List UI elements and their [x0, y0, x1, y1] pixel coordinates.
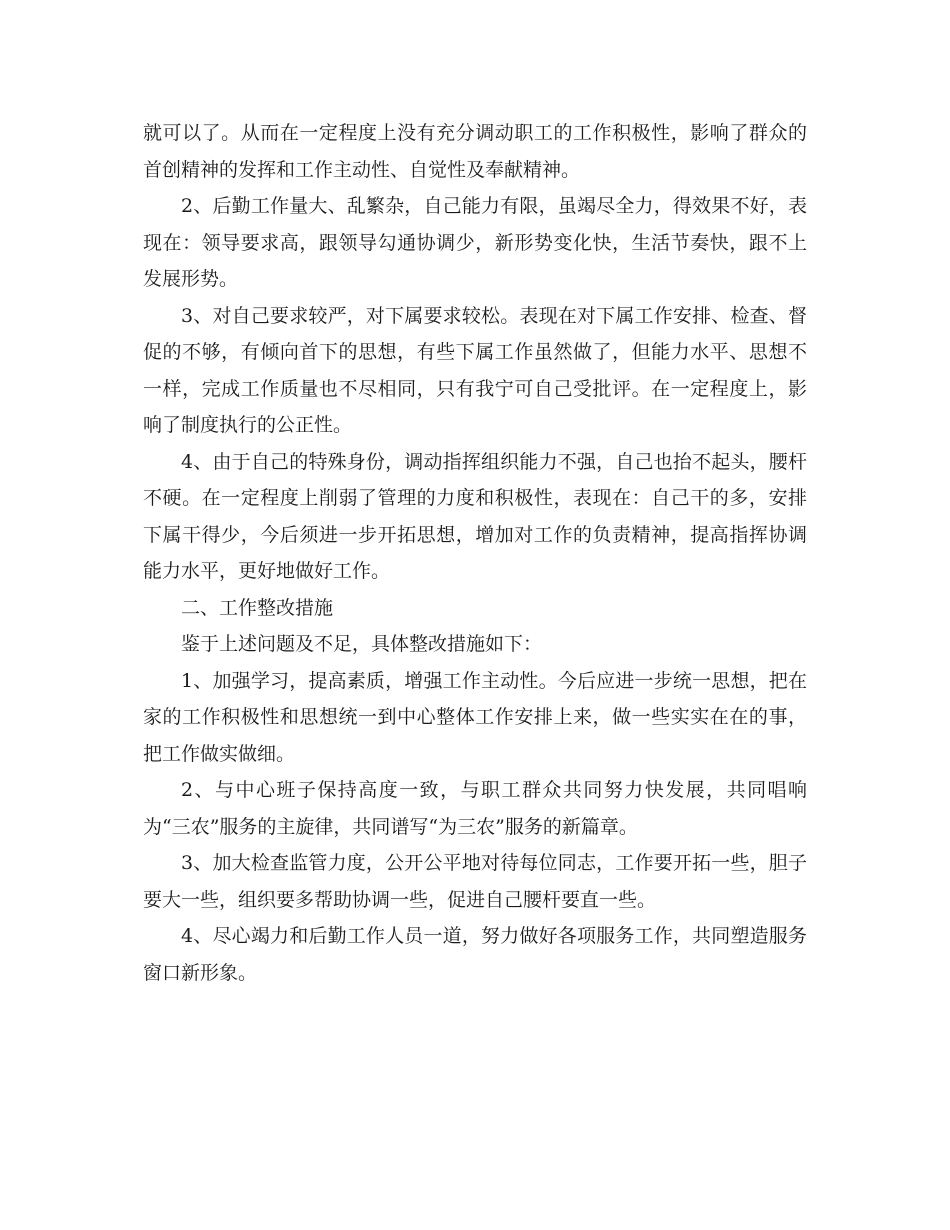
- section-heading: 二、工作整改措施: [181, 596, 334, 619]
- paragraph-item-3: 3、对自己要求较严，对下属要求较松。表现在对下属工作安排、检查、督促的不够，有倾向首下的思想，有些下属工作虽然做了，但能力水平、思想不一样，完成工作质量也不尽相同，只有我宁可自己受批评。在一定程度上，影响了制度执行的公正性。: [143, 304, 807, 436]
- paragraph-item-2: 2、后勤工作量大、乱繁杂，自己能力有限，虽竭尽全力，得效果不好，表现在：领导要求高，跟领导勾通协调少，新形势变化快，生活节奏快，跟不上发展形势。: [143, 195, 807, 290]
- measure-item-2: 2、与中心班子保持高度一致，与职工群众共同努力快发展，共同唱响为“三农”服务的主旋律，共同谱写“为三农”服务的新篇章。: [143, 779, 807, 838]
- measure-item-3: 3、加大检查监管力度，公开公平地对待每位同志，工作要开拓一些，胆子要大一些，组织要多帮助协调一些，促进自己腰杆要直一些。: [143, 852, 807, 911]
- measure-item-4: 4、尽心竭力和后勤工作人员一道，努力做好各项服务工作，共同塑造服务窗口新形象。: [143, 925, 807, 984]
- section-intro: 鉴于上述问题及不足，具体整改措施如下：: [181, 633, 543, 655]
- paragraph-item-4: 4、由于自己的特殊身份，调动指挥组织能力不强，自己也抬不起头，腰杆不硬。在一定程度上削弱了管理的力度和积极性，表现在：自己干的多，安排下属干得少，今后须进一步开拓思想，增加对工作的负责精神，提高指挥协调能力水平，更好地做好工作。: [143, 450, 807, 582]
- document-body: [143, 115, 807, 991]
- paragraph-continuation: 就可以了。从而在一定程度上没有充分调动职工的工作积极性，影响了群众的首创精神的发挥和工作主动性、自觉性及奉献精神。: [143, 122, 807, 181]
- measure-item-1: 1、加强学习，提高素质，增强工作主动性。今后应进一步统一思想，把在家的工作积极性和思想统一到中心整体工作安排上来，做一些实实在在的事，把工作做实做细。: [143, 669, 807, 765]
